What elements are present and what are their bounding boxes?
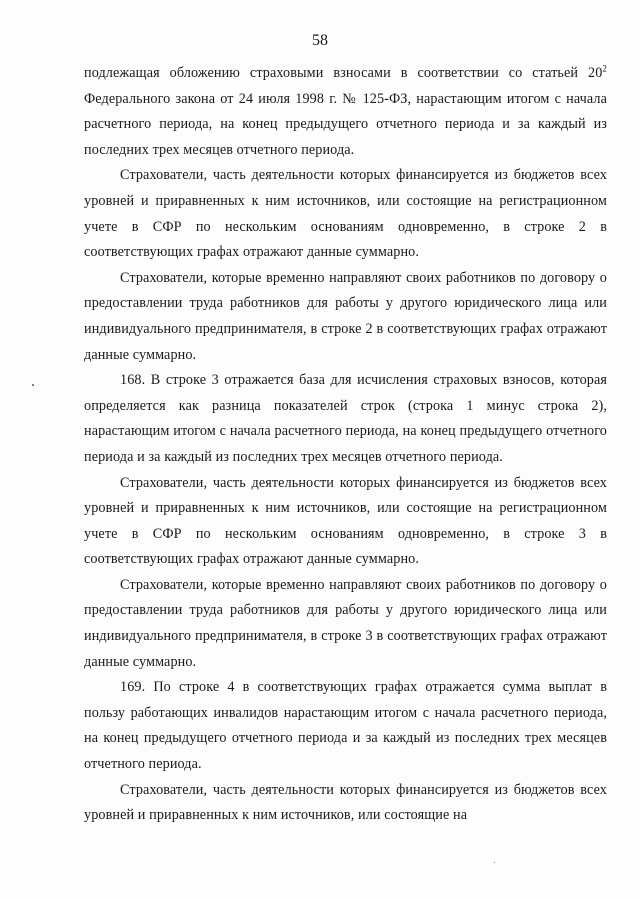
paragraph: Страхователи, часть деятельности которых финансируется из бюджетов всех уровней и приравненных к ним источников, или состоящие на регистрационном учете в СФР по нескольким основаниям одновременно, в строке 3 в соответствующих графах отражают данные суммарно. — [84, 474, 607, 568]
paragraph-item-169: 169. По строке 4 в соответствующих графах отражается сумма выплат в пользу работающих инвалидов нарастающим итогом с начала расчетного периода, на конец предыдущего отчетного периода и за каждый из последних трех месяцев отчетного периода. — [84, 679, 607, 773]
page-number: 58 — [312, 32, 328, 49]
paragraph-text-part: Федерального закона от 24 июля 1998 г. № 125-ФЗ, нарастающим итогом с начала расчетного периода, на конец предыдущего отчетного периода и за каждый из последних трех месяцев отчетного периода. — [84, 90, 607, 158]
paragraph-continued — [84, 61, 607, 163]
scan-speck — [494, 862, 495, 863]
paragraph: Страхователи, часть деятельности которых финансируется из бюджетов всех уровней и приравненных к ним источников, или состоящие на регистрационном учете в СФР по нескольким основаниям одновременно, в строке 2 в соответствующих графах отражают данные суммарно. — [84, 167, 607, 261]
paragraph-item-168: 168. В строке 3 отражается база для исчисления страховых взносов, которая определяется как разница показателей строк (строка 1 минус строка 2), нарастающим итогом с начала расчетного периода, на конец предыдущего отчетного периода и за каждый из последних трех месяцев отчетного периода. — [84, 372, 607, 465]
document-body — [84, 61, 607, 829]
paragraph-text-part: подлежащая обложению страховыми взносами в соответствии со статьей 20 — [84, 65, 603, 81]
paragraph-truncated: Страхователи, часть деятельности которых финансируется из бюджетов всех уровней и приравненных к ним источников, или состоящие на — [84, 781, 607, 824]
paragraph: Страхователи, которые временно направляют своих работников по договору о предоставлении труда работников для работы у другого юридического лица или индивидуального предпринимателя, в строке 3 в соответствующих графах отражают данные суммарно. — [84, 576, 607, 670]
paragraph: Страхователи, которые временно направляют своих работников по договору о предоставлении труда работников для работы у другого юридического лица или индивидуального предпринимателя, в строке 2 в соответствующих графах отражают данные суммарно. — [84, 269, 607, 363]
scan-speck — [32, 384, 34, 386]
superscript: 2 — [602, 63, 607, 74]
